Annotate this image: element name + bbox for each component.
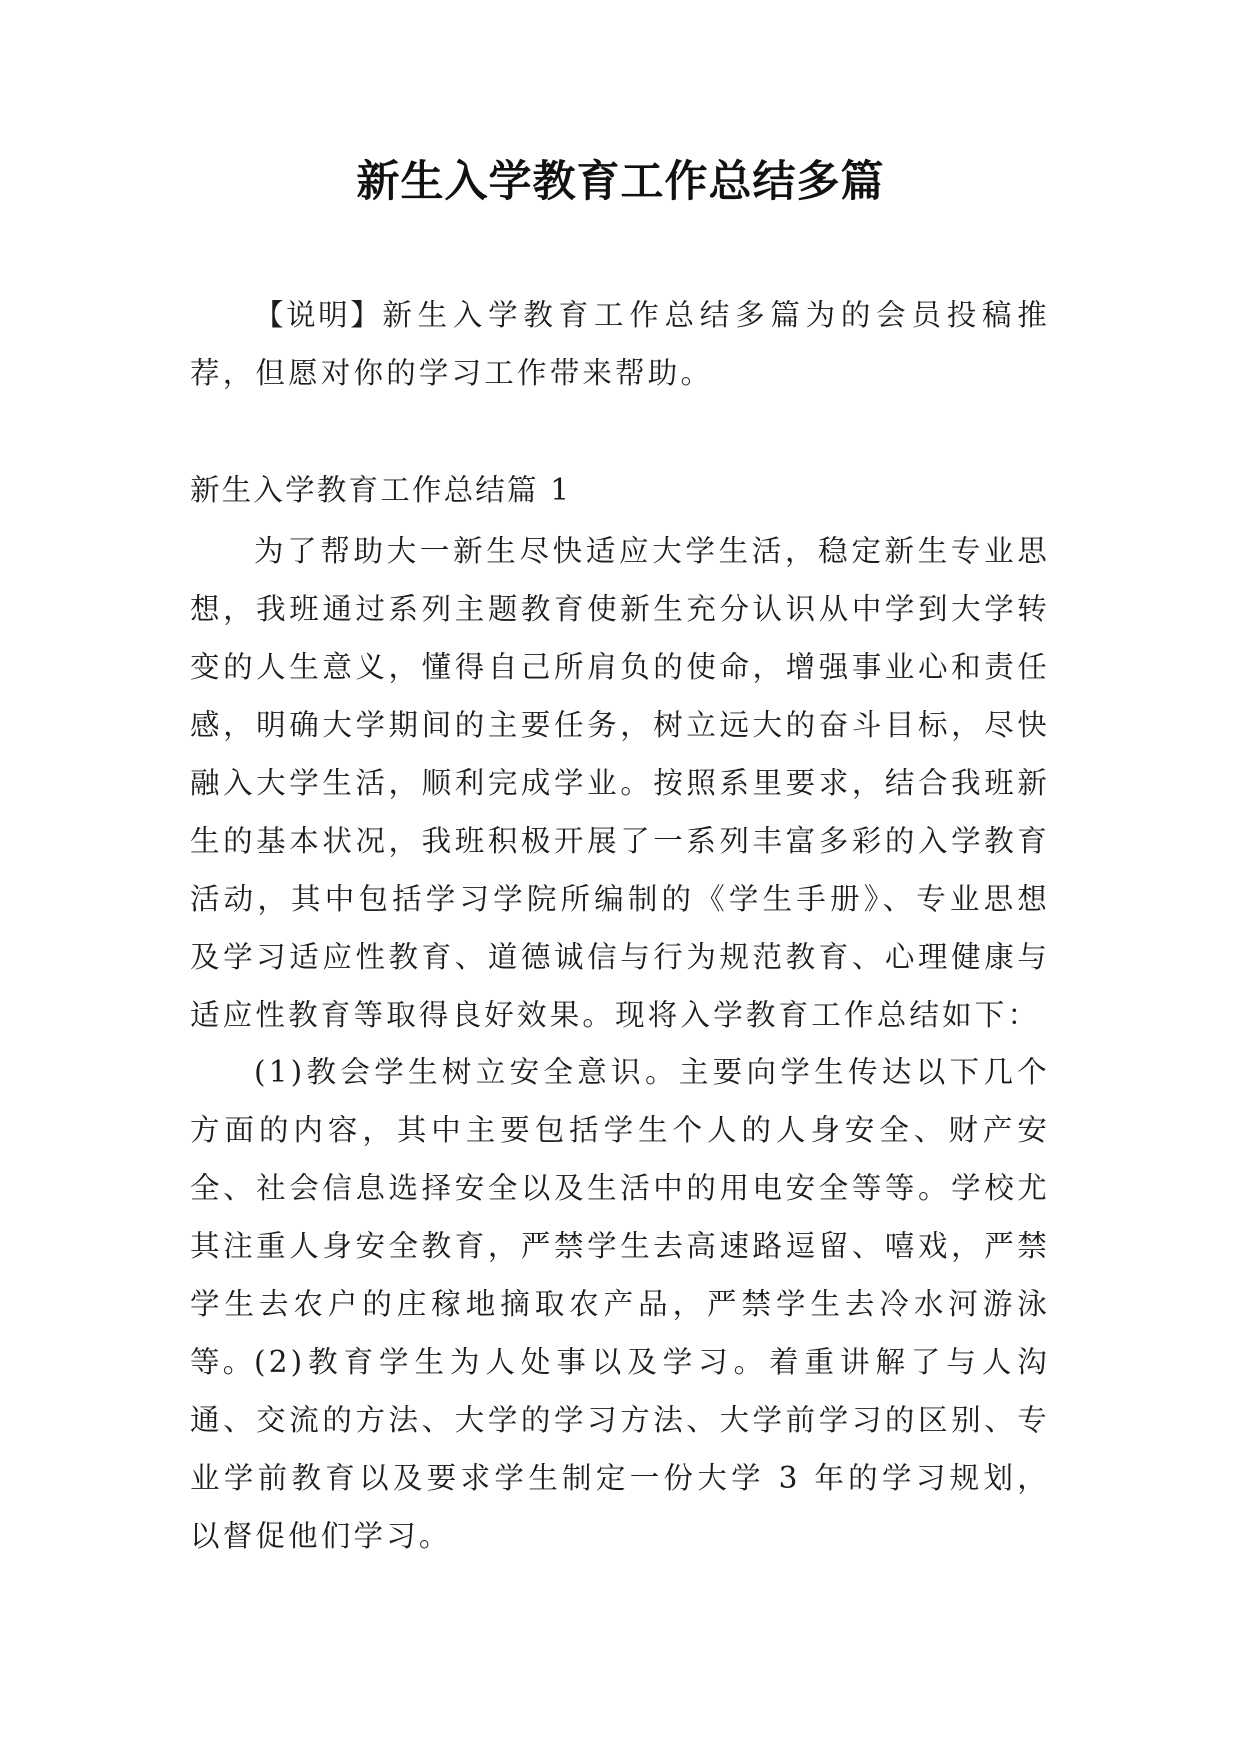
section-heading: 新生入学教育工作总结篇 1 bbox=[190, 473, 572, 507]
intro-text: 新生入学教育工作总结多篇为的会员投稿推荐，但愿对你的学习工作带来帮助。 bbox=[190, 298, 1050, 390]
body-paragraph-3: (2)教育学生为人处事以及学习。着重讲解了与人沟通、交流的方法、大学的学习方法、大学前学习的区别、专业学前教育以及要求学生制定一份大学 3 年的学习规划，以督促他们学习。 bbox=[190, 1345, 1050, 1553]
body-paragraph-1: 为了帮助大一新生尽快适应大学生活，稳定新生专业思想，我班通过系列主题教育使新生充分认识从中学到大学转变的人生意义，懂得自己所肩负的使命，增强事业心和责任感，明确大学期间的主要任务，树立远大的奋斗目标，尽快融入大学生活，顺利完成学业。按照系里要求，结合我班新生的基本状况，我班积极开展了一系列丰富多彩的入学教育活动，其中包括学习学院所编制的《学生手册》、专业思想及学习适应性教育、道德诚信与行为规范教育、心理健康与适应性教育等取得良好效果。现将入学教育工作总结如下： bbox=[190, 534, 1050, 1032]
body-paragraph-2: (1)教会学生树立安全意识。主要向学生传达以下几个方面的内容，其中主要包括学生个人的人身安全、财产安全、社会信息选择安全以及生活中的用电安全等等。学校尤其注重人身安全教育，严禁学生去高速路逗留、嘻戏，严禁学生去农户的庄稼地摘取农产品，严禁学生去冷水河游泳等。 bbox=[190, 1055, 1050, 1379]
intro-label: 【说明】 bbox=[254, 298, 383, 332]
intro-paragraph bbox=[190, 286, 1050, 402]
document-title: 新生入学教育工作总结多篇 bbox=[356, 157, 885, 207]
